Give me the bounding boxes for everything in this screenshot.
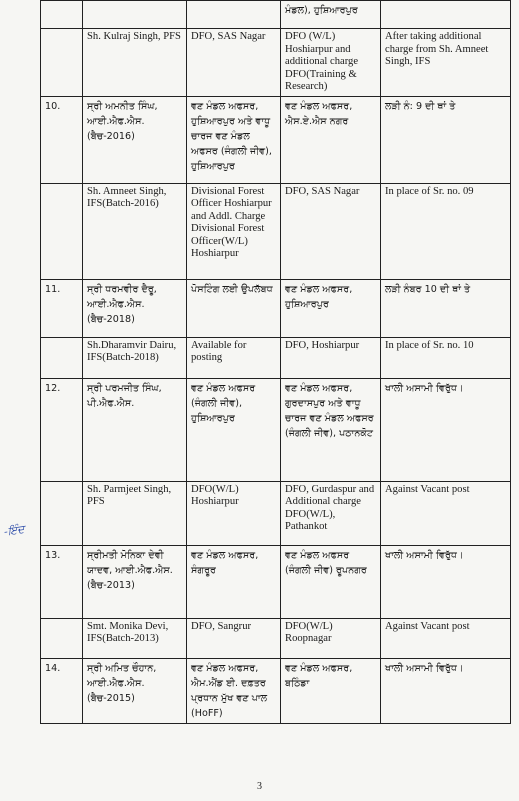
page-number: 3 xyxy=(257,781,262,792)
serial-number-cell xyxy=(41,618,83,658)
table-row xyxy=(41,481,511,545)
remarks-cell: ਖਾਲੀ ਅਸਾਮੀ ਵਿਰੁੱਧ। xyxy=(381,545,511,618)
remarks-cell: In place of Sr. no. 09 xyxy=(381,183,511,279)
officer-name-cell xyxy=(83,1,187,29)
serial-number-cell: 11. xyxy=(41,279,83,337)
new-posting-cell: DFO, Gurdaspur and Additional charge DFO(W/L), Pathankot xyxy=(281,481,381,545)
new-posting-cell: ਵਣ ਮੰਡਲ ਅਫਸਰ (ਜੰਗਲੀ ਜੀਵ) ਰੂਪਨਗਰ xyxy=(281,545,381,618)
officer-name-cell: ਸ੍ਰੀ ਅਮਿਤ ਚੌਹਾਨ, ਆਈ.ਐਫ.ਐਸ.(ਬੈਚ-2015) xyxy=(83,658,187,723)
officer-name-cell: Sh. Parmjeet Singh, PFS xyxy=(83,481,187,545)
current-posting-cell: ਵਣ ਮੰਡਲ ਅਫਸਰ, ਸੰਗਰੂਰ xyxy=(187,545,281,618)
table-row xyxy=(41,96,511,183)
remarks-cell: Against Vacant post xyxy=(381,618,511,658)
current-posting-cell xyxy=(187,1,281,29)
new-posting-cell: DFO, SAS Nagar xyxy=(281,183,381,279)
table-row xyxy=(41,279,511,337)
remarks-cell: After taking additional charge from Sh. Amneet Singh, IFS xyxy=(381,29,511,97)
current-posting-cell: ਵਣ ਮੰਡਲ ਅਫਸਰ, ਐਮ.ਐਂਡ ਈ. ਦਫ਼ਤਰ ਪ੍ਰਧਾਨ ਮੁੱਖ ਵਣ ਪਾਲ (HoFF) xyxy=(187,658,281,723)
serial-number-cell: 13. xyxy=(41,545,83,618)
officer-name-cell: Sh.Dharamvir Dairu, IFS(Batch-2018) xyxy=(83,337,187,378)
serial-number-cell: 14. xyxy=(41,658,83,723)
serial-number-cell: 12. xyxy=(41,378,83,481)
officer-name-cell: ਸ੍ਰੀਮਤੀ ਮੋਨਿਕਾ ਦੇਵੀ ਯਾਦਵ, ਆਈ.ਐਫ.ਐਸ.(ਬੈਚ-2013) xyxy=(83,545,187,618)
transfer-orders-table xyxy=(40,0,511,724)
officer-name-cell: ਸ੍ਰੀ ਧਰਮਵੀਰ ਦੈਰੂ, ਆਈ.ਐਫ.ਐਸ.(ਬੈਚ-2018) xyxy=(83,279,187,337)
serial-number-cell xyxy=(41,183,83,279)
serial-number-cell: 10. xyxy=(41,96,83,183)
serial-number-cell xyxy=(41,337,83,378)
current-posting-cell: ਵਣ ਮੰਡਲ ਅਫਸਰ, ਹੁਸ਼ਿਆਰਪੁਰ ਅਤੇ ਵਾਧੂ ਚਾਰਜ ਵਣ ਮੰਡਲ ਅਫਸਰ (ਜੰਗਲੀ ਜੀਵ), ਹੁਸ਼ਿਆਰਪੁਰ xyxy=(187,96,281,183)
table-row xyxy=(41,183,511,279)
officer-name-cell: ਸ੍ਰੀ ਪਰਮਜੀਤ ਸਿੰਘ, ਪੀ.ਐਫ.ਐਸ. xyxy=(83,378,187,481)
current-posting-cell: ਵਣ ਮੰਡਲ ਅਫਸਰ (ਜੰਗਲੀ ਜੀਵ), ਹੁਸ਼ਿਆਰਪੁਰ xyxy=(187,378,281,481)
remarks-cell: ਖਾਲੀ ਅਸਾਮੀ ਵਿਰੁੱਧ। xyxy=(381,378,511,481)
remarks-cell: Against Vacant post xyxy=(381,481,511,545)
new-posting-cell: ਵਣ ਮੰਡਲ ਅਫਸਰ, ਗੁਰਦਾਸਪੁਰ ਅਤੇ ਵਾਧੂ ਚਾਰਜ ਵਣ ਮੰਡਲ ਅਫਸਰ (ਜੰਗਲੀ ਜੀਵ), ਪਠਾਨਕੋਟ xyxy=(281,378,381,481)
current-posting-cell: DFO(W/L) Hoshiarpur xyxy=(187,481,281,545)
remarks-cell: ਲੜੀ ਨੰ: 9 ਦੀ ਥਾਂ ਤੇ xyxy=(381,96,511,183)
current-posting-cell: DFO, SAS Nagar xyxy=(187,29,281,97)
new-posting-cell: DFO(W/L) Roopnagar xyxy=(281,618,381,658)
remarks-cell: In place of Sr. no. 10 xyxy=(381,337,511,378)
current-posting-cell: Divisional Forest Officer Hoshiarpur and Addl. Charge Divisional Forest Officer(W/L) Hoshiarpur xyxy=(187,183,281,279)
table-row xyxy=(41,337,511,378)
remarks-cell: ਲੜੀ ਨੰਬਰ 10 ਦੀ ਥਾਂ ਤੇ xyxy=(381,279,511,337)
serial-number-cell xyxy=(41,29,83,97)
new-posting-cell: DFO (W/L) Hoshiarpur and additional charge DFO(Training & Research) xyxy=(281,29,381,97)
new-posting-cell: DFO, Hoshiarpur xyxy=(281,337,381,378)
table-row xyxy=(41,545,511,618)
current-posting-cell: DFO, Sangrur xyxy=(187,618,281,658)
new-posting-cell: ਵਣ ਮੰਡਲ ਅਫਸਰ, ਬਠਿੰਡਾ xyxy=(281,658,381,723)
table-row xyxy=(41,658,511,723)
officer-name-cell: Sh. Amneet Singh, IFS(Batch-2016) xyxy=(83,183,187,279)
new-posting-cell: ਵਣ ਮੰਡਲ ਅਫਸਰ, ਐਸ.ਏ.ਐਸ ਨਗਰ xyxy=(281,96,381,183)
officer-name-cell: Sh. Kulraj Singh, PFS xyxy=(83,29,187,97)
table-row xyxy=(41,1,511,29)
new-posting-cell: ਵਣ ਮੰਡਲ ਅਫਸਰ, ਹੁਸ਼ਿਆਰਪੁਰ xyxy=(281,279,381,337)
remarks-cell: ਖਾਲੀ ਅਸਾਮੀ ਵਿਰੁੱਧ। xyxy=(381,658,511,723)
table-row xyxy=(41,378,511,481)
table-row xyxy=(41,29,511,97)
serial-number-cell xyxy=(41,481,83,545)
handwritten-margin-note: -ਇੰਦ xyxy=(3,522,26,539)
remarks-cell xyxy=(381,1,511,29)
current-posting-cell: ਪੋਸਟਿੰਗ ਲਈ ਉਪਲੱਬਧ xyxy=(187,279,281,337)
current-posting-cell: Available for posting xyxy=(187,337,281,378)
officer-name-cell: Smt. Monika Devi, IFS(Batch-2013) xyxy=(83,618,187,658)
table-row xyxy=(41,618,511,658)
officer-name-cell: ਸ੍ਰੀ ਅਮਨੀਤ ਸਿੰਘ, ਆਈ.ਐਫ.ਐਸ.(ਬੈਚ-2016) xyxy=(83,96,187,183)
serial-number-cell xyxy=(41,1,83,29)
new-posting-cell: ਮੰਡਲ), ਹੁਸ਼ਿਆਰਪੁਰ xyxy=(281,1,381,29)
